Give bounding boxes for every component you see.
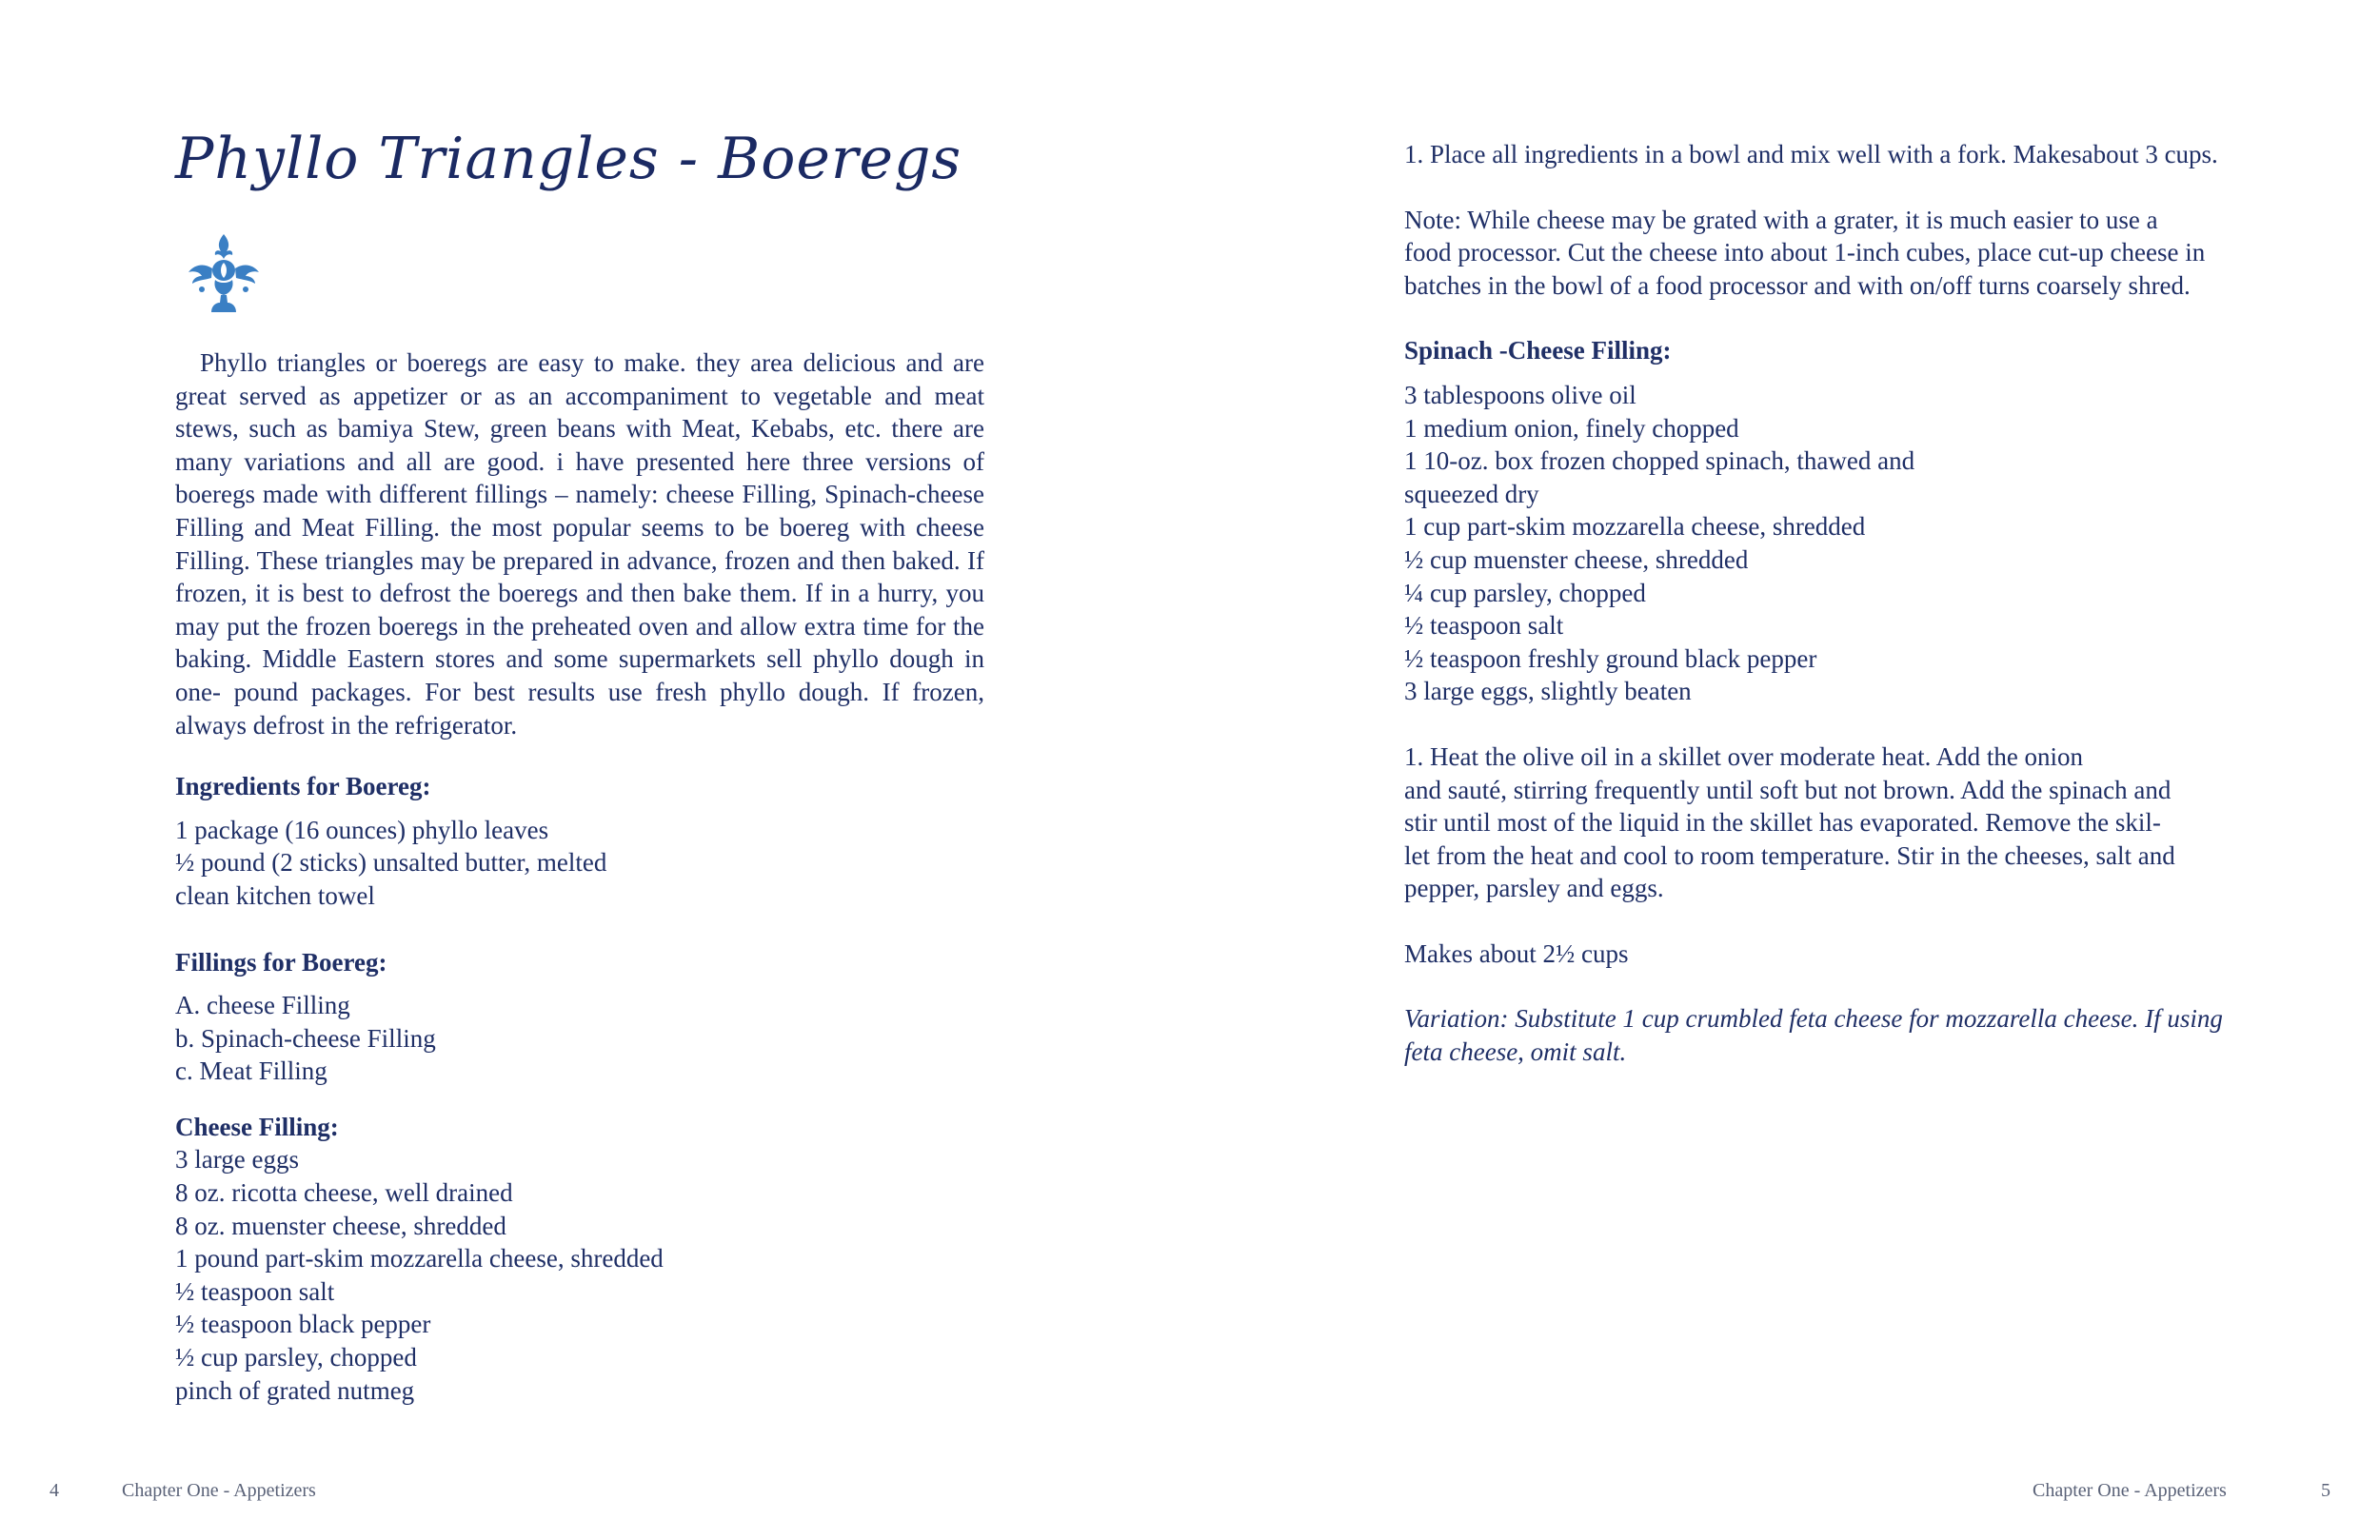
cheese-filling-heading: Cheese Filling: bbox=[175, 1112, 339, 1141]
spinach-filling-item: ½ teaspoon freshly ground black pepper bbox=[1404, 643, 1817, 673]
spinach-step-line: let from the heat and cool to room temperature. Stir in the cheeses, salt and bbox=[1404, 840, 2175, 870]
spinach-step-line: 1. Heat the olive oil in a skillet over moderate heat. Add the onion bbox=[1404, 741, 2084, 771]
spinach-step-line: stir until most of the liquid in the skillet has evaporated. Remove the skil- bbox=[1404, 808, 2161, 838]
right-column bbox=[1404, 138, 2223, 1069]
ingredients-heading: Ingredients for Boereg: bbox=[175, 772, 431, 801]
yield-text: Makes about 2½ cups bbox=[1404, 938, 1629, 968]
cheese-filling-item: 1 pound part-skim mozzarella cheese, shredded bbox=[175, 1244, 664, 1273]
cheese-filling-item: 3 large eggs bbox=[175, 1145, 299, 1175]
page-title: Phyllo Triangles - Boeregs bbox=[175, 126, 962, 192]
left-column bbox=[175, 346, 984, 1407]
running-footer: Chapter One - Appetizers bbox=[2033, 1480, 2227, 1501]
filling-item: b. Spinach-cheese Filling bbox=[175, 1023, 436, 1053]
ingredient-item: ½ pound (2 sticks) unsalted butter, melted bbox=[175, 848, 607, 878]
spinach-filling-item: squeezed dry bbox=[1404, 479, 1539, 508]
note-line: Note: While cheese may be grated with a grater, it is much easier to use a bbox=[1404, 205, 2158, 234]
intro-paragraph: Phyllo triangles or boeregs are easy to make. they area delicious and are great served as appetizer or as an accompaniment to vegetable and meat stews, such as bamiya Stew, green beans with Meat, Kebabs, etc. there are many variations and all are good. i have presented here three versions of boeregs made with different fillings – namely: cheese Filling, Spinach-cheese Filling and Meat Filling. the most popular seems to be boereg with cheese Filling. These triangles may be prepared in advance, frozen and then baked. If frozen, it is best to defrost the boeregs and then bake them. If in a hurry, you may put the frozen boeregs in the preheated oven and allow extra time for the baking. Middle Eastern stores and some supermarkets sell phyllo dough in one- pound packages. For best results use fresh phyllo dough. If frozen, always defrost in the refrigerator. bbox=[175, 348, 984, 740]
cheese-filling-item: 8 oz. muenster cheese, shredded bbox=[175, 1211, 506, 1240]
spinach-filling-heading: Spinach -Cheese Filling: bbox=[1404, 336, 1672, 365]
cheese-filling-item: pinch of grated nutmeg bbox=[175, 1375, 415, 1405]
fleur-de-lis-ornament-icon bbox=[181, 230, 267, 316]
cheese-filling-step: 1. Place all ingredients in a bowl and mix well with a fork. Makesabout 3 cups. bbox=[1404, 140, 2218, 168]
spinach-filling-item: 1 cup part-skim mozzarella cheese, shredded bbox=[1404, 512, 1866, 542]
ingredient-item: 1 package (16 ounces) phyllo leaves bbox=[175, 815, 549, 844]
filling-item: c. Meat Filling bbox=[175, 1056, 327, 1086]
spinach-filling-item: ½ teaspoon salt bbox=[1404, 611, 1564, 641]
cheese-filling-item: ½ teaspoon salt bbox=[175, 1276, 335, 1306]
right-page bbox=[1190, 0, 2380, 1540]
ingredient-item: clean kitchen towel bbox=[175, 880, 375, 910]
spinach-filling-item: ½ cup muenster cheese, shredded bbox=[1404, 544, 1749, 574]
page-number: 5 bbox=[2321, 1480, 2330, 1501]
cheese-filling-item: ½ teaspoon black pepper bbox=[175, 1310, 431, 1339]
spinach-filling-item: 3 large eggs, slightly beaten bbox=[1404, 677, 1692, 706]
note-line: food processor. Cut the cheese into about 1-inch cubes, place cut-up cheese in bbox=[1404, 238, 2206, 267]
note-line: batches in the bowl of a food processor and with on/off turns coarsely shred. bbox=[1404, 270, 2191, 300]
spinach-step-line: pepper, parsley and eggs. bbox=[1404, 874, 1664, 903]
variation-line: Variation: Substitute 1 cup crumbled feta cheese for mozzarella cheese. If using bbox=[1404, 1004, 2223, 1034]
spinach-step-line: and sauté, stirring frequently until soft but not brown. Add the spinach and bbox=[1404, 775, 2172, 804]
cheese-filling-item: ½ cup parsley, chopped bbox=[175, 1343, 417, 1372]
spinach-filling-item: 3 tablespoons olive oil bbox=[1404, 380, 1636, 409]
spinach-filling-item: 1 10-oz. box frozen chopped spinach, thawed and bbox=[1404, 446, 1915, 476]
running-footer: Chapter One - Appetizers bbox=[122, 1480, 316, 1501]
page-number: 4 bbox=[50, 1480, 59, 1501]
fillings-heading: Fillings for Boereg: bbox=[175, 947, 387, 977]
filling-item: A. cheese Filling bbox=[175, 991, 350, 1020]
spinach-filling-item: 1 medium onion, finely chopped bbox=[1404, 413, 1739, 443]
variation-line: feta cheese, omit salt. bbox=[1404, 1037, 1627, 1067]
cheese-filling-item: 8 oz. ricotta cheese, well drained bbox=[175, 1178, 513, 1208]
spinach-filling-item: ¼ cup parsley, chopped bbox=[1404, 578, 1646, 607]
